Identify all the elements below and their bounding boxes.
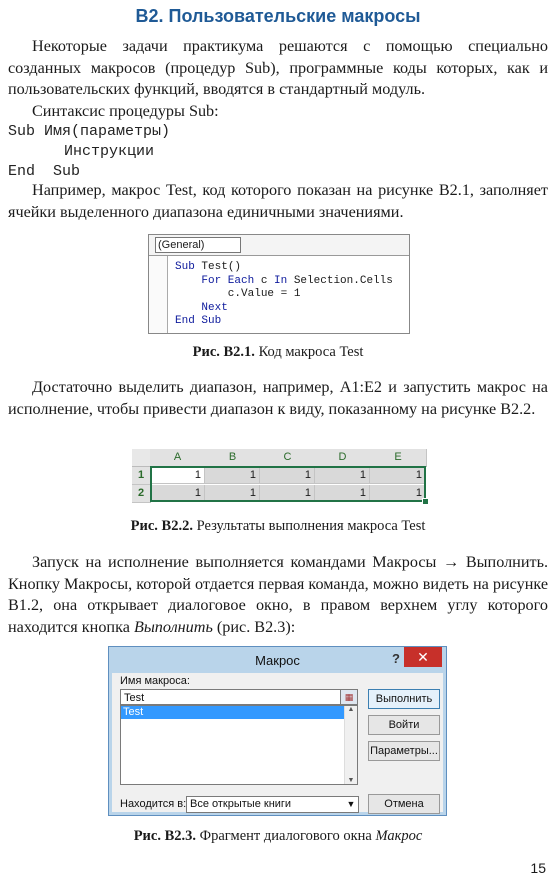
column-header-b[interactable]: B: [205, 449, 261, 467]
cell-b2[interactable]: 1: [205, 485, 260, 502]
column-header-c[interactable]: C: [260, 449, 316, 467]
macro-dialog: [108, 646, 447, 816]
code-gutter: [149, 256, 168, 333]
code-text-part: c.Value = 1: [175, 288, 301, 301]
code-text-part: Selection.Cells: [287, 274, 393, 287]
help-icon[interactable]: ?: [392, 651, 400, 666]
caption-text: Результаты выполнения макроса Test: [192, 518, 426, 534]
scroll-down-icon[interactable]: ▼: [347, 777, 355, 784]
macro-list-item[interactable]: Test: [121, 706, 357, 719]
cell-e1[interactable]: 1: [370, 467, 426, 484]
code-window-header: [149, 235, 409, 256]
code-keyword: For Each: [175, 274, 255, 287]
row-header-1[interactable]: 1: [132, 467, 151, 485]
cell-b1[interactable]: 1: [205, 467, 260, 484]
paragraph-run-emphasis: Выполнить: [133, 617, 213, 636]
column-header-e[interactable]: E: [370, 449, 427, 467]
options-button[interactable]: Параметры...: [368, 741, 440, 761]
paragraph-intro: Некоторые задачи практикума решаются с помощью специально созданных макросов (процедур Sub), программные коды которых, как и пользовательских функций, вводятся в стандартный модуль.: [8, 37, 548, 98]
select-all-corner[interactable]: [132, 449, 151, 467]
location-value: Все открытые книги: [190, 798, 292, 810]
macro-name-label: Имя макроса:: [120, 675, 190, 687]
code-keyword: Next: [175, 301, 228, 314]
column-header-a[interactable]: A: [150, 449, 206, 467]
code-keyword: End Sub: [175, 315, 222, 328]
paragraph-example: Например, макрос Test, код которого показан на рисунке B2.1, заполняет ячейки выделенного диапазона единичными значениями.: [8, 181, 548, 221]
code-window: [148, 234, 410, 334]
caption-number: Рис. B2.3.: [133, 828, 197, 844]
caption-emphasis: Макрос: [375, 828, 423, 844]
figure-caption-b2-2: [0, 518, 556, 535]
cell-d1[interactable]: 1: [315, 467, 370, 484]
dialog-title: Макрос: [255, 653, 300, 668]
step-into-button[interactable]: Войти: [368, 715, 440, 735]
object-dropdown[interactable]: (General): [155, 237, 241, 253]
figure-caption-b2-1: [0, 344, 556, 361]
close-button[interactable]: ✕: [404, 647, 442, 667]
spreadsheet-grid: [132, 449, 427, 505]
fill-handle[interactable]: [422, 498, 429, 505]
syntax-line-2: Инструкции: [64, 143, 155, 160]
column-header-d[interactable]: D: [315, 449, 371, 467]
caption-number: Рис. B2.2.: [130, 518, 193, 534]
macro-list-scrollbar[interactable]: [344, 706, 357, 784]
paragraph-run: [8, 552, 548, 638]
row-header-2[interactable]: 2: [132, 485, 151, 503]
dialog-titlebar[interactable]: [109, 647, 446, 673]
figure-caption-b2-3: [0, 828, 556, 845]
cell-c2[interactable]: 1: [260, 485, 315, 502]
syntax-line-3: End Sub: [8, 163, 81, 180]
macro-name-input[interactable]: Test: [120, 689, 358, 705]
cancel-button[interactable]: Отмена: [368, 794, 440, 814]
dialog-body: [112, 673, 443, 812]
paragraph-range: Достаточно выделить диапазон, например, A1:E2 и запустить макрос на исполнение, чтобы привести диапазон к виду, показанному на рисунке B2.2.: [8, 378, 548, 418]
code-keyword: Sub: [175, 261, 195, 273]
code-text[interactable]: [175, 261, 393, 329]
cell-a1[interactable]: 1: [150, 467, 205, 484]
collapse-dialog-icon[interactable]: ▦: [340, 689, 358, 705]
caption-text: Код макроса Test: [254, 344, 364, 360]
syntax-line-1: Sub Имя(параметры): [8, 123, 171, 140]
code-text-part: Test(): [194, 261, 242, 273]
run-button[interactable]: Выполнить: [368, 689, 440, 709]
macro-list[interactable]: [120, 705, 358, 785]
paragraph-run-tail: (рис. B2.3):: [212, 617, 296, 636]
caption-number: Рис. B2.1.: [192, 344, 255, 360]
paragraph-run-text: Запуск на исполнение выполняется командами Макросы → Выполнить. Кнопку Макросы, которой отдается первая команда, можно видеть на рисунке B1.2, она открывает диалоговое окно, в правом верхнем углу которого находится кнопка: [8, 553, 548, 636]
cell-e2[interactable]: 1: [370, 485, 426, 502]
section-title: B2. Пользовательские макросы: [135, 6, 421, 26]
caption-text: Фрагмент диалогового окна: [196, 828, 376, 844]
cell-d2[interactable]: 1: [315, 485, 370, 502]
code-text-part: c: [254, 274, 275, 287]
page-number: 15: [530, 860, 546, 876]
location-combo[interactable]: [186, 796, 359, 813]
cell-c1[interactable]: 1: [260, 467, 315, 484]
code-keyword: In: [274, 274, 288, 287]
cell-a2[interactable]: 1: [150, 485, 205, 502]
chevron-down-icon[interactable]: ▼: [346, 799, 356, 809]
scroll-up-icon[interactable]: ▲: [347, 706, 355, 713]
paragraph-syntax-label: Синтаксис процедуры Sub:: [32, 102, 219, 120]
location-label: Находится в:: [120, 798, 187, 810]
